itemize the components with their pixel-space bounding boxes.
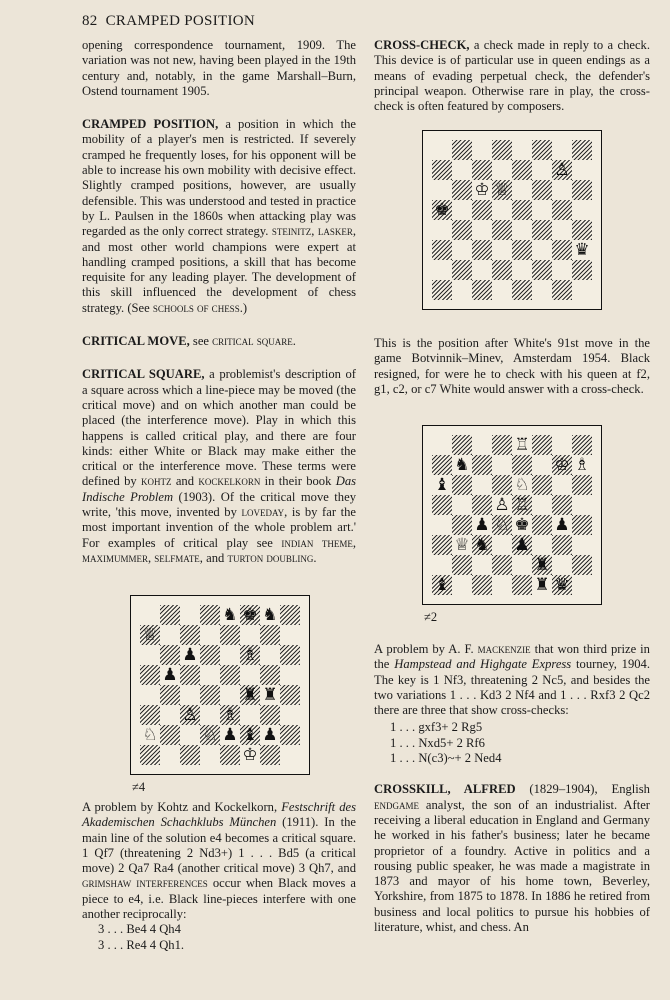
- board-square: [572, 180, 592, 200]
- board-square: [180, 685, 200, 705]
- board-square: [532, 455, 552, 475]
- board-square: [452, 160, 472, 180]
- board-square: [472, 240, 492, 260]
- board-square: [552, 180, 572, 200]
- board-square: [552, 475, 572, 495]
- board-square: [512, 160, 532, 180]
- board-square: [572, 280, 592, 300]
- board-square: [512, 140, 532, 160]
- chess-piece: ♞: [262, 605, 278, 625]
- chess-piece: ♔: [242, 745, 258, 765]
- board-square: [452, 555, 472, 575]
- board-square: [532, 200, 552, 220]
- board-square: [432, 535, 452, 555]
- move-line: 3 . . . Re4 4 Qh1.: [98, 937, 185, 952]
- board-square: [472, 475, 492, 495]
- board-square: [572, 575, 592, 595]
- board-square: [572, 140, 592, 160]
- board-square: [140, 685, 160, 705]
- move-line: 1 . . . gxf3+ 2 Rg5: [390, 720, 483, 735]
- entry-text: and: [171, 474, 199, 489]
- board-square: [200, 745, 220, 765]
- board-square: [492, 280, 512, 300]
- running-header: [82, 13, 255, 30]
- board-square: [532, 515, 552, 535]
- chess-piece: ♜: [534, 555, 550, 575]
- board-square: [432, 280, 452, 300]
- board-square: [532, 475, 552, 495]
- book-title: Das Indische Problem: [82, 474, 357, 504]
- chess-piece: ♞: [474, 535, 490, 555]
- board-square: [552, 495, 572, 515]
- board-square: [140, 705, 160, 725]
- cross-reference: kohtz: [141, 474, 172, 489]
- cross-reference: critical square.: [212, 334, 296, 349]
- board-square: [280, 745, 300, 765]
- chess-piece: ♙: [494, 495, 510, 515]
- board-square: [512, 260, 532, 280]
- board-square: [432, 555, 452, 575]
- board-square: [160, 625, 180, 645]
- chess-piece: ♔: [554, 455, 570, 475]
- board-square: [492, 455, 512, 475]
- board-square: [552, 140, 572, 160]
- board-square: [532, 435, 552, 455]
- board-square: [492, 220, 512, 240]
- chess-piece: ♟: [262, 725, 278, 745]
- board-square: [472, 140, 492, 160]
- chess-piece: ♟: [474, 515, 490, 535]
- board-square: [220, 645, 240, 665]
- page-number: 82: [82, 13, 98, 29]
- board-square: [512, 240, 532, 260]
- problem-caption: [82, 800, 356, 922]
- board-square: [472, 260, 492, 280]
- board-square: [240, 665, 260, 685]
- caption-text: A problem by A. F.: [374, 642, 478, 656]
- board-square: [512, 200, 532, 220]
- board-square: [432, 240, 452, 260]
- board-square: [140, 745, 160, 765]
- entry-critical-square: [82, 367, 356, 566]
- chess-diagram-botvinnik: [422, 130, 602, 310]
- board-square: [220, 745, 240, 765]
- board-square: [572, 555, 592, 575]
- board-square: [240, 705, 260, 725]
- board-square: [472, 455, 492, 475]
- board-square: [260, 625, 280, 645]
- board-square: [572, 435, 592, 455]
- board-square: [200, 665, 220, 685]
- chess-piece: ♕: [454, 535, 470, 555]
- move-line: 1 . . . N(c3)~+ 2 Ned4: [390, 751, 502, 766]
- board-square: [492, 555, 512, 575]
- board-square: [260, 745, 280, 765]
- chess-piece: ♚: [514, 515, 530, 535]
- board-square: [452, 140, 472, 160]
- board-square: [160, 645, 180, 665]
- board-square: [260, 665, 280, 685]
- caption-text: occur when Black moves a piece to e4, i.e. Black line-pieces interfere with one another reciprocally:: [82, 876, 356, 922]
- entry-heading: CROSSKILL, ALFRED: [374, 782, 516, 797]
- chess-piece: ♜: [242, 685, 258, 705]
- entry-critical-move: [82, 334, 356, 349]
- board-square: [512, 555, 532, 575]
- board-square: [200, 625, 220, 645]
- board-square: [572, 200, 592, 220]
- board-square: [452, 180, 472, 200]
- cross-reference: steinitz, lasker,: [271, 224, 356, 239]
- board-square: [220, 685, 240, 705]
- board-square: [452, 240, 472, 260]
- board-square: [452, 260, 472, 280]
- board-square: [452, 475, 472, 495]
- chess-piece: ♔: [474, 180, 490, 200]
- cross-reference: endgame: [374, 797, 419, 812]
- move-line: 3 . . . Be4 4 Qh4: [98, 922, 181, 937]
- board-square: [280, 645, 300, 665]
- entry-cross-check: [374, 38, 650, 114]
- chess-diagram-mackenzie: [422, 425, 602, 605]
- board-square: [260, 705, 280, 725]
- chess-piece: ♟: [554, 515, 570, 535]
- board-square: [432, 260, 452, 280]
- entry-text: is by far the most important invention of the whole problem art.' For examples of critical play see: [82, 505, 356, 550]
- entry-text: and most other world champions were expert at handling cramped positions, a skill that has become requisite for any leading player. The development of this skill influenced the development of chess strategy. (See: [82, 239, 356, 315]
- board-square: [512, 220, 532, 240]
- entry-text: a problemist's description of a square across which a line-piece may be moved (the critical move) and on which another man could be placed (the interference move). Play in which this happens is called critical play, and there are four kinds: either White or Black may make either the critical or the interference move. These terms were defined by: [82, 367, 357, 489]
- board-square: [492, 160, 512, 180]
- board-square: [532, 220, 552, 240]
- cross-reference: schools of chess.: [152, 300, 243, 315]
- caption-text: that won third prize in the: [374, 642, 650, 672]
- board-square: [552, 435, 572, 455]
- cross-reference: indian theme, maximummer, selfmate,: [82, 535, 356, 565]
- book-title: Festschrift des Akademischen Schachklubs München: [82, 800, 356, 830]
- board-square: [492, 575, 512, 595]
- board-square: [472, 280, 492, 300]
- entry-text: a position in which the mobility of a player's men is restricted. If severely cramped he frequently loses, for his opponent will be able to increase his own mobility with decisive effect. Slightly cramped positions, however, are usually defensible. This was understood and tested in practice by L. Paulsen in the 1860s when attacking play was regarded as the only correct strategy.: [82, 117, 356, 239]
- board-square: [532, 240, 552, 260]
- board-square: [472, 495, 492, 515]
- board-square: [180, 745, 200, 765]
- board-square: [200, 605, 220, 625]
- board-square: [280, 605, 300, 625]
- board-square: [452, 495, 472, 515]
- chess-piece: ♟: [162, 665, 178, 685]
- chess-piece: ♘: [514, 475, 530, 495]
- board-square: [512, 455, 532, 475]
- board-square: [140, 665, 160, 685]
- chess-piece: ♚: [242, 605, 258, 625]
- board-square: [260, 645, 280, 665]
- board-square: [280, 625, 300, 645]
- entry-heading: CRITICAL SQUARE,: [82, 367, 205, 382]
- entry-text: in their book: [260, 474, 336, 489]
- chess-piece: ♙: [182, 705, 198, 725]
- board-square: [532, 495, 552, 515]
- cross-reference: loveday,: [241, 505, 288, 520]
- chess-piece: ♗: [222, 705, 238, 725]
- board-square: [140, 645, 160, 665]
- move-list: [98, 922, 356, 953]
- board-square: [432, 220, 452, 240]
- chess-piece: ♛: [554, 575, 570, 595]
- caption-text: (1911). In the main line of the solution e4 becomes a critical square. 1 Qf7 (threatening 2 Nd3+) 1 . . . Bd5 (a critical move) 2 Qa7 Ra4 (another critical move) 3 Qh7, and: [82, 815, 357, 876]
- stipulation: ≠2: [424, 610, 438, 624]
- problem-caption: [374, 642, 650, 718]
- board-square: [452, 575, 472, 595]
- board-square: [432, 140, 452, 160]
- cross-reference: mackenzie: [477, 642, 531, 656]
- chess-piece: ♙: [554, 160, 570, 180]
- board-square: [572, 475, 592, 495]
- board-square: [160, 705, 180, 725]
- chess-piece: ♝: [434, 575, 450, 595]
- board-square: [280, 725, 300, 745]
- board-square: [532, 180, 552, 200]
- chess-piece: ♞: [454, 455, 470, 475]
- entry-cramped-position: [82, 117, 356, 316]
- board-square: [492, 260, 512, 280]
- board-square: [572, 220, 592, 240]
- board-square: [160, 745, 180, 765]
- right-column: [374, 38, 650, 114]
- chess-piece: ♘: [142, 725, 158, 745]
- caption-text: tourney, 1904. The key is 1 Nf3, threatening 2 Nc5, and besides the two variations 1 . . . Kd3 2 Nf4 and 1 . . . Rxf3 2 Qc2 there are three that show cross-checks:: [374, 657, 650, 718]
- board-square: [432, 435, 452, 455]
- entry-text: (1903). Of the critical move they write, 'this move, invented by: [82, 489, 356, 520]
- board-square: [140, 605, 160, 625]
- board-square: [532, 535, 552, 555]
- board-square: [452, 200, 472, 220]
- board-square: [472, 555, 492, 575]
- chess-piece: ♛: [574, 240, 590, 260]
- board-square: [160, 605, 180, 625]
- board-square: [452, 280, 472, 300]
- board-square: [160, 725, 180, 745]
- game-description: This is the position after White's 91st move in the game Botvinnik–Minev, Amsterdam 1954. Black resigned, for were he to check with his queen at f2, g1, c2, or c7 White would answer with a cross-check.: [374, 336, 650, 396]
- entry-text: (1829–1904), English: [515, 782, 650, 797]
- cross-reference: kockelkorn: [198, 474, 261, 489]
- board-square: [532, 260, 552, 280]
- board-square: [552, 535, 572, 555]
- page-title: CRAMPED POSITION: [105, 13, 256, 29]
- chess-piece: ♟: [222, 725, 238, 745]
- board-square: [472, 220, 492, 240]
- board-square: [492, 240, 512, 260]
- board-square: [452, 515, 472, 535]
- chess-piece: ♘: [494, 515, 510, 535]
- chess-piece: ♖: [514, 495, 530, 515]
- board-square: [432, 495, 452, 515]
- board-square: [432, 180, 452, 200]
- board-square: [240, 625, 260, 645]
- caption-text: A problem by Kohtz and Kockelkorn,: [82, 800, 282, 814]
- board-square: [472, 435, 492, 455]
- board-square: [220, 625, 240, 645]
- board-square: [200, 705, 220, 725]
- entry-text: and: [202, 550, 228, 565]
- board-square: [492, 475, 512, 495]
- board-square: [552, 240, 572, 260]
- board-square: [472, 575, 492, 595]
- board-square: [452, 220, 472, 240]
- chess-piece: ♚: [434, 200, 450, 220]
- left-column: [82, 38, 356, 566]
- chess-piece: ♞: [222, 605, 238, 625]
- board-square: [220, 665, 240, 685]
- chess-piece: ♝: [242, 725, 258, 745]
- board-square: [432, 455, 452, 475]
- chess-piece: ♖: [514, 435, 530, 455]
- board-square: [492, 200, 512, 220]
- board-square: [432, 515, 452, 535]
- board-square: [492, 535, 512, 555]
- newspaper-title: Hampstead and Highgate Express: [394, 657, 572, 672]
- board-square: [572, 495, 592, 515]
- cross-reference: turton doubling.: [227, 550, 317, 565]
- cross-reference: grimshaw interferences: [82, 876, 208, 891]
- entry-crosskill: [374, 782, 650, 935]
- entry-heading: CRAMPED POSITION,: [82, 117, 219, 132]
- board-square: [512, 280, 532, 300]
- board-square: [512, 575, 532, 595]
- board-square: [432, 160, 452, 180]
- right-column-lower: [374, 642, 650, 935]
- entry-heading: CRITICAL MOVE,: [82, 334, 190, 349]
- chess-piece: ♟: [182, 645, 198, 665]
- chess-piece: ♕: [142, 625, 158, 645]
- entry-text: see: [189, 334, 213, 349]
- board-square: [452, 435, 472, 455]
- board-square: [160, 685, 180, 705]
- chess-piece: ♘: [202, 725, 218, 745]
- move-list: [390, 720, 650, 766]
- chess-diagram-kohtz: [130, 595, 310, 775]
- entry-heading: CROSS-CHECK,: [374, 38, 470, 52]
- board-square: [572, 160, 592, 180]
- chess-piece: ♜: [534, 575, 550, 595]
- board-square: [200, 645, 220, 665]
- left-column-lower: [82, 800, 356, 953]
- board-square: [532, 280, 552, 300]
- board-square: [180, 625, 200, 645]
- board-square: [280, 705, 300, 725]
- board-square: [532, 140, 552, 160]
- board-square: [280, 665, 300, 685]
- board-square: [572, 260, 592, 280]
- board-square: [180, 725, 200, 745]
- board-square: [572, 535, 592, 555]
- chess-piece: ♜: [262, 685, 278, 705]
- board-square: [280, 685, 300, 705]
- board-square: [472, 160, 492, 180]
- board-square: [552, 260, 572, 280]
- chess-piece: ♝: [434, 475, 450, 495]
- stipulation: ≠4: [132, 780, 146, 794]
- right-column-mid: [374, 336, 650, 397]
- board-square: [180, 665, 200, 685]
- board-square: [572, 515, 592, 535]
- board-square: [552, 280, 572, 300]
- board-square: [552, 200, 572, 220]
- board-square: [552, 555, 572, 575]
- board-square: [512, 180, 532, 200]
- board-square: [492, 435, 512, 455]
- board-square: [492, 140, 512, 160]
- board-square: [552, 220, 572, 240]
- move-line: 1 . . . Nxd5+ 2 Rf6: [390, 735, 485, 750]
- entry-text: a check made in reply to a check. This device is of particular use in queen endings as a means of evading perpetual check, the defender's principal weapon. Otherwise rare in play, the cross-check is often featured by composers.: [374, 38, 650, 114]
- paragraph-continued: opening correspondence tournament, 1909. The variation was not new, having been played in the 19th century and, notably, in the game Marshall–Burn, Ostend tournament 1905.: [82, 38, 356, 98]
- entry-text: ): [242, 300, 248, 315]
- board-square: [200, 685, 220, 705]
- board-square: [180, 605, 200, 625]
- chess-piece: ♕: [494, 180, 510, 200]
- board-square: [472, 200, 492, 220]
- chess-piece: ♟: [514, 535, 530, 555]
- chess-piece: ♗: [574, 455, 590, 475]
- entry-text: analyst, the son of an industrialist. After receiving a liberal education in England and Germany he worked in his father's business; later he became proprietor of a foundry. Active in politics and a rousing public speaker, he was made a magistrate in 1873 and mayor of his home town, Beverley, Yorkshire, from 1875 to 1878. In 1886 he retired from business and local politics to pursue his hobbies of literature, whist, and chess. An: [374, 797, 650, 935]
- chess-piece: ♗: [242, 645, 258, 665]
- board-square: [532, 160, 552, 180]
